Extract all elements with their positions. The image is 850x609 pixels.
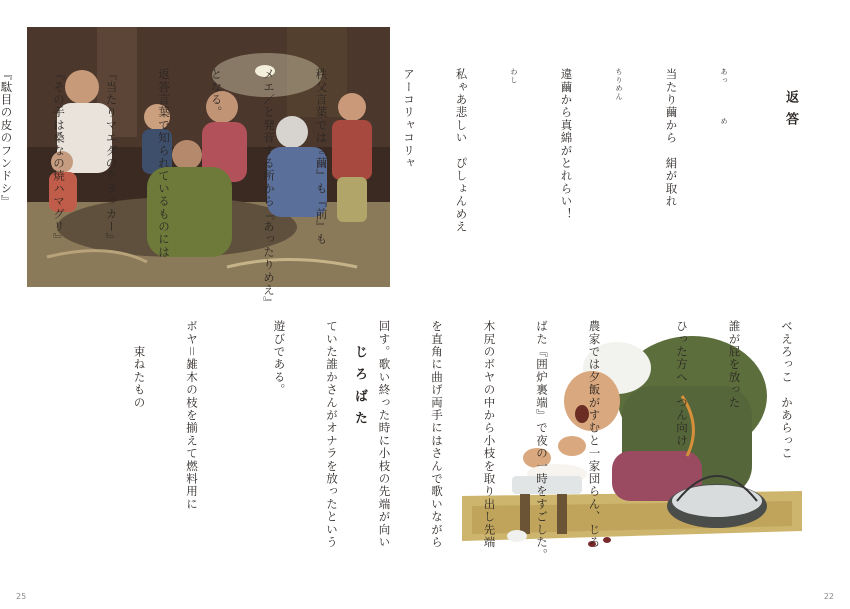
left-line: ひった方へ つん向け [675, 320, 689, 447]
right-line: 『駄目の皮のフンドシ』 [0, 68, 14, 208]
right-page-title: 返答 [783, 90, 798, 134]
right-line: 『当たりマエダのクラッカー』 [104, 68, 119, 246]
right-page-number: 22 [823, 592, 834, 601]
left-line: 遊びである。 [272, 320, 287, 397]
left-line: 木尻のボヤの中から小枝を取り出し先端 [482, 320, 497, 549]
left-line: 農家では夕飯がすむと一家団らん、じろ [587, 320, 602, 549]
left-line: 回す。歌い終った時に小枝の先端が向い [377, 320, 392, 549]
left-line: 誰が屁を放った [727, 320, 742, 409]
left-page-body [95, 320, 830, 560]
right-line: 返答言葉で知られているものには [157, 68, 171, 259]
right-line: 『その手は桑なの焼ハマグリ』 [52, 68, 66, 246]
left-line: 束ねたもの [132, 320, 147, 409]
left-page-number: 25 [16, 592, 27, 601]
left-line: べえろっこ かあらっこ [780, 320, 794, 460]
right-line: となる。 [209, 68, 224, 119]
right-line: メエ／と発音する所から『あったりめえ』 [262, 68, 276, 310]
left-line: ボヤ＝雑木の枝を揃えて燃料用に [185, 320, 199, 511]
right-line: あっ め [720, 68, 728, 126]
right-line: 違繭から真綿がとれらい！ [559, 68, 574, 221]
left-line: を直角に曲げ両手にはさんで歌いながら [430, 320, 444, 549]
left-line: ばた『囲炉裏端』で夜の一時をすごした。 [535, 320, 549, 562]
right-line: 私ゃあ悲しい ぴしょんめえ [454, 68, 469, 234]
right-line: ちりめん [615, 68, 623, 101]
left-page-title: じろばた [352, 345, 367, 433]
right-line: 秩父言葉では『繭』も『前』も [314, 68, 329, 246]
right-line: 当たり繭から 絹が取れ [664, 68, 679, 208]
right-line: アーコリャコリャ [402, 68, 416, 170]
left-line: ていた誰かさんがオナラを放ったという [325, 320, 339, 549]
right-line: わし [510, 68, 518, 85]
right-page-body [0, 68, 767, 310]
